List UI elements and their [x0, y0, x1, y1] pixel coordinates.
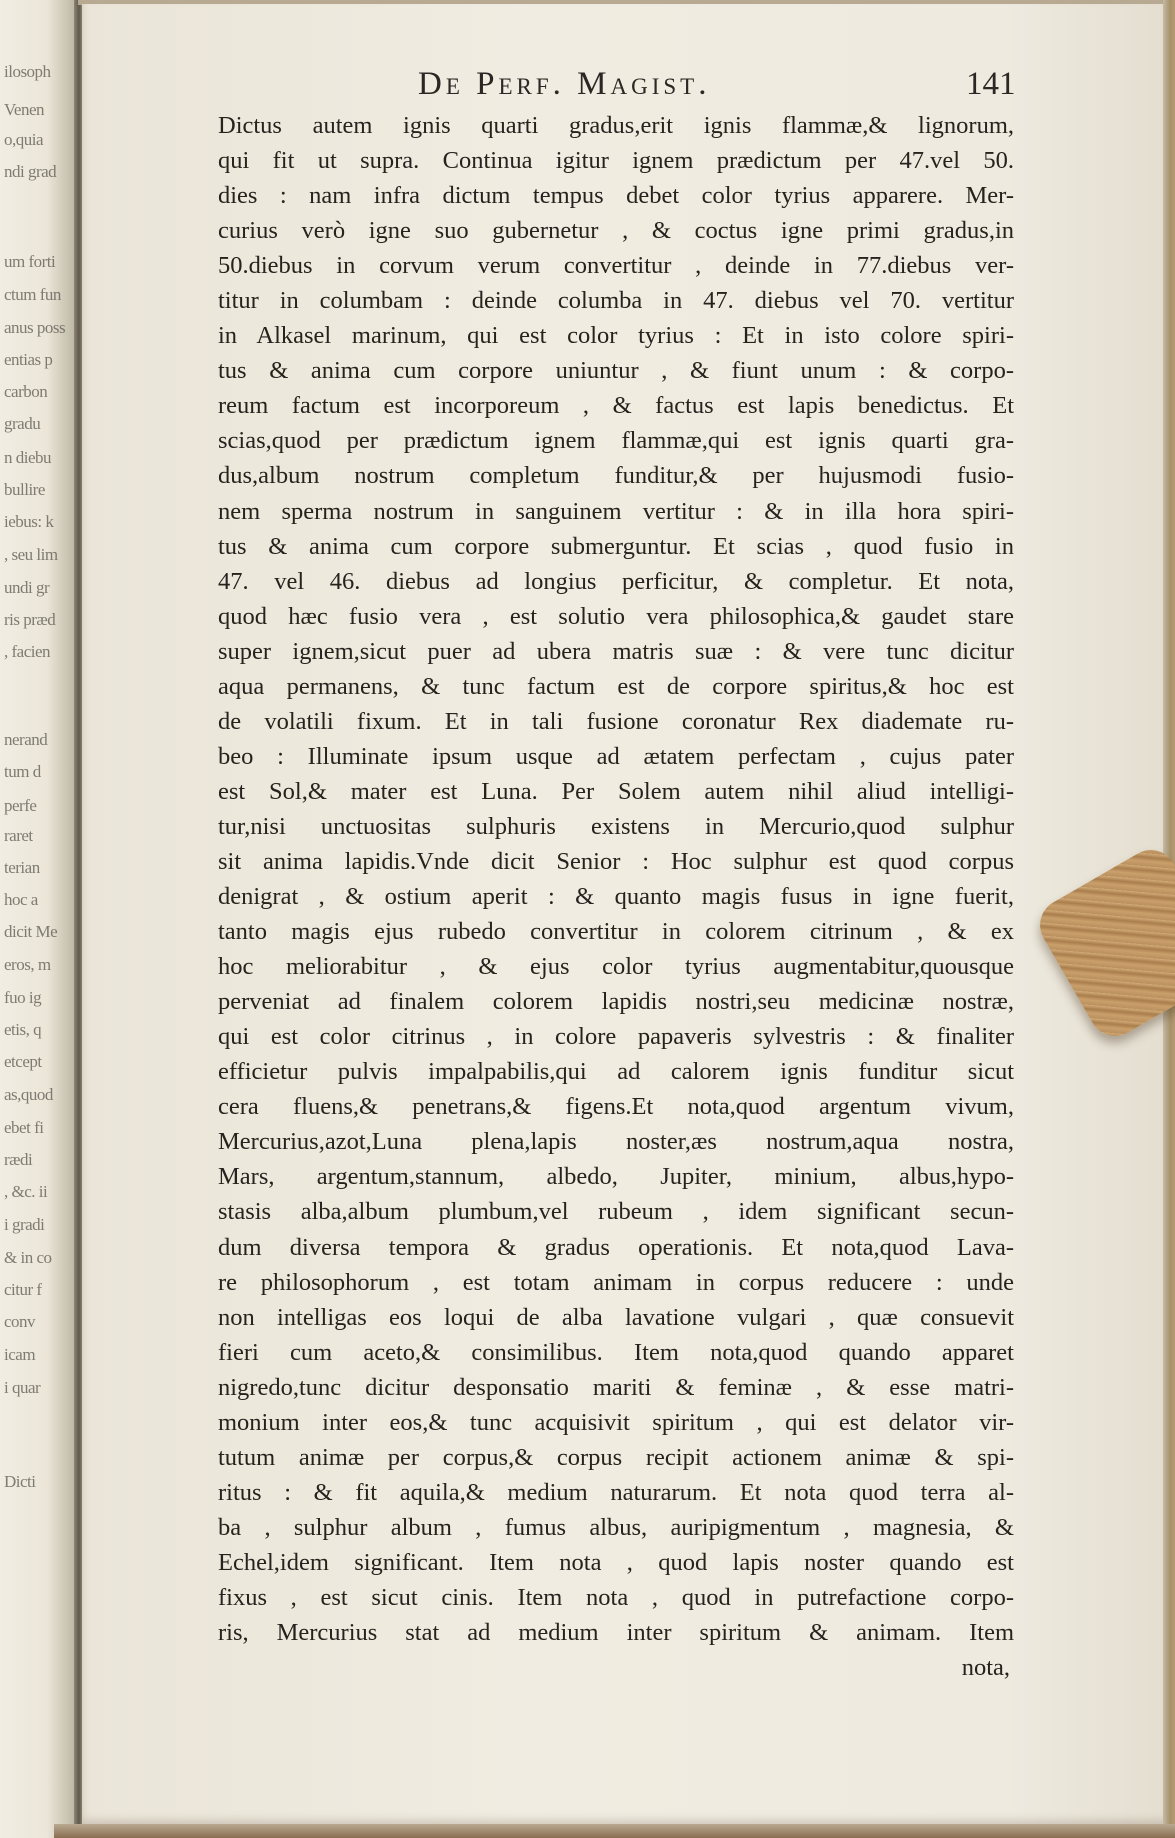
text-line: tus & anima cum corpore uniuntur , & fiunt unum : & corpo- [218, 357, 1014, 385]
previous-page-line-fragment: eros, m [4, 955, 51, 974]
previous-page-line-fragment: conv [4, 1312, 36, 1331]
text-line: stasis alba,album plumbum,vel rubeum , idem significant secun- [218, 1198, 1014, 1226]
text-line: non intelligas eos loqui de alba lavatione vulgari , quæ consuevit [218, 1303, 1014, 1331]
page [82, 4, 1168, 1826]
text-line: cera fluens,& penetrans,& figens.Et nota,quod argentum vivum, [218, 1093, 1014, 1121]
text-line: re philosophorum , est totam animam in corpus reducere : unde [218, 1268, 1014, 1296]
previous-page-line-fragment: dicit Me [4, 922, 58, 941]
previous-page-line-fragment: carbon [4, 382, 48, 401]
running-head: De Perf. Magist. [418, 66, 711, 102]
text-line: ba , sulphur album , fumus albus, auripigmentum , magnesia, & [218, 1513, 1014, 1541]
text-line: beo : Illuminate ipsum usque ad ætatem perfectam , cujus pater [218, 742, 1014, 770]
text-line: nigredo,tunc dicitur desponsatio mariti & feminæ , & esse matri- [218, 1373, 1014, 1401]
previous-page-line-fragment: ilosoph [4, 62, 51, 81]
text-line: Dictus autem ignis quarti gradus,erit ignis flammæ,& lignorum, [218, 112, 1014, 139]
previous-page-line-fragment: fuo ig [4, 988, 42, 1007]
previous-page-line-fragment: as,quod [4, 1085, 53, 1104]
previous-page-line-fragment: icam [4, 1345, 36, 1364]
previous-page-line-fragment: gradu [4, 414, 41, 433]
text-line: sit anima lapidis.Vnde dicit Senior : Hoc sulphur est quod corpus [218, 847, 1014, 875]
text-line: in Alkasel marinum, qui est color tyrius : Et in isto colore spiri- [218, 322, 1014, 350]
previous-page-line-fragment: raret [4, 826, 33, 845]
previous-page-line-fragment: , facien [4, 642, 51, 661]
body-text [218, 108, 1014, 1685]
previous-page-line-fragment: o,quia [4, 130, 44, 149]
page-number: 141 [966, 66, 1016, 102]
previous-page-line-fragment: & in co [4, 1248, 52, 1267]
previous-page-line-fragment: rædi [4, 1150, 33, 1169]
text-line: dum diversa tempora & gradus operationis. Et nota,quod Lava- [218, 1233, 1014, 1261]
previous-page-line-fragment: i gradi [4, 1215, 45, 1234]
text-line: tutum animæ per corpus,& corpus recipit actionem animæ & spi- [218, 1443, 1014, 1471]
previous-page-line-fragment: ctum fun [4, 285, 61, 304]
text-line: fixus , est sicut cinis. Item nota , quod in putrefactione corpo- [218, 1583, 1014, 1611]
text-line: Echel,idem significant. Item nota , quod lapis noster quando est [218, 1548, 1014, 1576]
text-line: qui est color citrinus , in colore papaveris sylvestris : & finaliter [218, 1023, 1014, 1051]
previous-page-line-fragment: hoc a [4, 890, 38, 909]
previous-page-line-fragment: Venen [4, 100, 44, 119]
previous-page-line-fragment: n diebu [4, 448, 52, 467]
text-line: quod hæc fusio vera , est solutio vera philosophica,& gaudet stare [218, 602, 1014, 630]
previous-page-line-fragment: um forti [4, 252, 56, 271]
previous-page-line-fragment: ndi grad [4, 162, 57, 181]
previous-page-line-fragment: bullire [4, 480, 45, 499]
previous-page-line-fragment: iebus: k [4, 512, 54, 531]
text-line: titur in columbam : deinde columba in 47. diebus vel 70. vertitur [218, 287, 1014, 315]
text-line: fieri cum aceto,& consimilibus. Item nota,quod quando apparet [218, 1338, 1014, 1366]
text-line: est Sol,& mater est Luna. Per Solem autem nihil aliud intelligi- [218, 777, 1014, 805]
text-line: nem sperma nostrum in sanguinem vertitur : & in illa hora spiri- [218, 497, 1014, 525]
text-line: 50.diebus in corvum verum convertitur , deinde in 77.diebus ver- [218, 252, 1014, 280]
text-line: hoc meliorabitur , & ejus color tyrius augmentabitur,quousque [218, 953, 1014, 981]
text-line: tur,nisi unctuositas sulphuris existens in Mercurio,quod sulphur [218, 812, 1014, 840]
text-line: dies : nam infra dictum tempus debet color tyrius apparere. Mer- [218, 182, 1014, 210]
previous-page-line-fragment: , &c. ii [4, 1182, 48, 1201]
text-line: ritus : & fit aquila,& medium naturarum. Et nota quod terra al- [218, 1478, 1014, 1506]
previous-page-line-fragment: etcept [4, 1052, 42, 1071]
text-line: tanto magis ejus rubedo convertitur in colorem citrinum , & ex [218, 918, 1014, 946]
text-line: super ignem,sicut puer ad ubera matris suæ : & vere tunc dicitur [218, 637, 1014, 665]
previous-page-line-fragment: entias p [4, 350, 53, 369]
text-line: dus,album nostrum completum funditur,& per hujusmodi fusio- [218, 462, 1014, 490]
text-line: curius verò igne suo gubernetur , & coctus igne primi gradus,in [218, 217, 1014, 245]
text-line: 47. vel 46. diebus ad longius perficitur, & completur. Et nota, [218, 567, 1014, 595]
text-line: monium inter eos,& tunc acquisivit spiritum , qui est delator vir- [218, 1408, 1014, 1436]
text-line: aqua permanens, & tunc factum est de corpore spiritus,& hoc est [218, 672, 1014, 700]
previous-page-line-fragment: , seu lim [4, 545, 58, 564]
text-line: Mercurius,azot,Luna plena,lapis noster,æs nostrum,aqua nostra, [218, 1128, 1014, 1156]
previous-page-line-fragment: Dicti [4, 1472, 36, 1491]
previous-page-line-fragment: terian [4, 858, 40, 877]
text-line: reum factum est incorporeum , & factus est lapis benedictus. Et [218, 392, 1014, 420]
previous-page-line-fragment: tum d [4, 762, 41, 781]
text-line: efficietur pulvis impalpabilis,qui ad calorem ignis funditur sicut [218, 1058, 1014, 1086]
previous-page-line-fragment: perfe [4, 796, 37, 815]
text-line: ris, Mercurius stat ad medium inter spiritum & animam. Item [218, 1619, 1014, 1647]
previous-page-line-fragment: citur f [4, 1280, 42, 1299]
catchword: nota, [961, 1654, 1010, 1682]
text-line: Mars, argentum,stannum, albedo, Jupiter, minium, albus,hypo- [218, 1163, 1014, 1191]
previous-page-line-fragment: etis, q [4, 1020, 42, 1039]
text-line: perveniat ad finalem colorem lapidis nostri,seu medicinæ nostræ, [218, 988, 1014, 1016]
previous-page-fragment [0, 0, 78, 1838]
text-line: tus & anima cum corpore submerguntur. Et scias , quod fusio in [218, 532, 1014, 560]
text-line: scias,quod per prædictum ignem flammæ,qui est ignis quarti gra- [218, 427, 1014, 455]
previous-page-line-fragment: undi gr [4, 578, 50, 597]
previous-page-line-fragment: anus poss [4, 318, 66, 337]
previous-page-line-fragment: nerand [4, 730, 48, 749]
previous-page-line-fragment: i quar [4, 1378, 41, 1397]
previous-page-line-fragment: ris præd [4, 610, 56, 629]
text-line: de volatili fixum. Et in tali fusione coronatur Rex diademate ru- [218, 707, 1014, 735]
page-bottom-edge [54, 1824, 1175, 1838]
text-line: qui fit ut supra. Continua igitur ignem prædictum per 47.vel 50. [218, 147, 1014, 175]
text-line: denigrat , & ostium aperit : & quanto magis fusus in igne fuerit, [218, 883, 1014, 911]
previous-page-line-fragment: ebet fi [4, 1118, 44, 1137]
